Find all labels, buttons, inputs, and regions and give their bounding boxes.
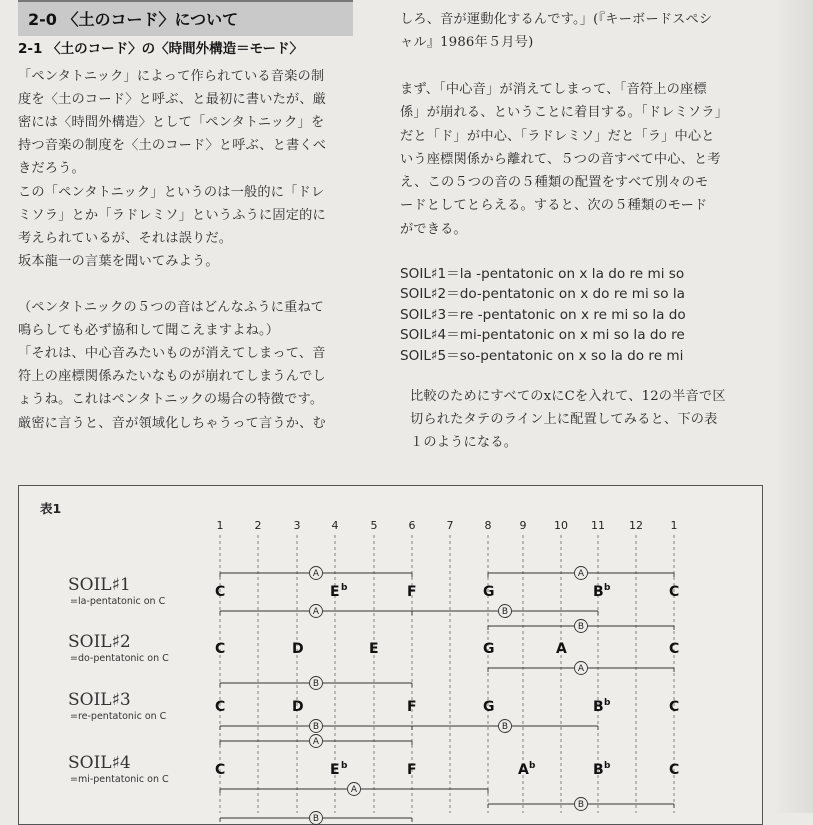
note-label: C: [215, 699, 226, 715]
row-subtitle: =mi-pentatonic on C: [70, 774, 169, 785]
soil-mode-line: SOIL♯5＝so-pentatonic on x so la do re mi: [400, 347, 684, 364]
column-number: 1: [216, 519, 224, 532]
soil-mode-line: SOIL♯1＝la -pentatonic on x la do re mi so: [400, 266, 685, 282]
column-number: 9: [519, 519, 527, 532]
row-subtitle: =re-pentatonic on C: [70, 711, 167, 722]
row-subtitle: =la-pentatonic on C: [70, 596, 166, 607]
body-text-line: 度を〈土のコード〉と呼ぶ、と最初に書いたが、厳: [18, 92, 327, 108]
body-text-line: 切られたタテのライン上に配置してみると、下の表: [410, 412, 718, 427]
column-number: 4: [331, 519, 339, 532]
table-title: 表1: [40, 501, 62, 516]
flat-sign: b: [341, 761, 348, 771]
body-text-line: 係」が崩れる、ということに着目する。「ドレミソラ」: [400, 105, 729, 121]
interval-label: B: [312, 679, 320, 690]
body-text-line: ミソラ」とか「ラドレミソ」というふうに固定的に: [18, 207, 326, 223]
note-label: C: [669, 762, 680, 778]
column-number: 11: [591, 519, 605, 532]
interval-label: A: [312, 737, 320, 748]
body-text-line: しろ、音が運動化するんです。」(『キーボードスペシ: [400, 12, 713, 27]
note-label: C: [669, 699, 680, 715]
body-text-line: ができる。: [400, 221, 467, 237]
body-text-line: ょうね。これはペンタトニックの場合の特徴です。: [18, 392, 324, 408]
note-label: B: [593, 584, 604, 600]
body-text-line: 持つ音楽の制度を〈土のコード〉と呼ぶ、と書くべ: [18, 138, 327, 154]
note-label: A: [556, 641, 567, 657]
row-name: SOIL♯2: [68, 632, 131, 652]
body-text-line: え、この５つの音の５種類の配置をすべて別々のモ: [400, 175, 709, 191]
note-label: C: [669, 641, 680, 657]
row-name: SOIL♯3: [68, 690, 131, 710]
subsection-title: 2-1 〈土のコード〉の〈時間外構造＝モード〉: [18, 41, 304, 57]
body-text-line: （ペンタトニックの５つの音はどんなふうに重ねて: [18, 300, 324, 315]
column-number: 3: [293, 519, 301, 532]
row-name: SOIL♯4: [68, 753, 131, 773]
note-label: A: [518, 762, 529, 778]
body-text-line: いう座標関係から離れて、５つの音すべて中心、と考: [400, 151, 721, 167]
note-label: B: [593, 699, 604, 715]
note-label: E: [330, 762, 340, 778]
column-number: 2: [254, 519, 262, 532]
soil-mode-line: SOIL♯4＝mi-pentatonic on x mi so la do re: [400, 327, 685, 344]
note-label: F: [407, 584, 417, 600]
interval-label: B: [577, 622, 585, 633]
interval-label: B: [501, 722, 509, 733]
interval-label: B: [312, 722, 320, 733]
soil-mode-line: SOIL♯2＝do-pentatonic on x do re mi so la: [400, 286, 685, 303]
column-number: 1: [670, 519, 678, 532]
flat-sign: b: [341, 583, 348, 593]
note-label: C: [215, 641, 226, 657]
body-text-line: きだろう。: [18, 161, 85, 177]
flat-sign: b: [604, 761, 611, 771]
interval-label: B: [577, 800, 585, 811]
interval-label: A: [312, 607, 320, 618]
soil-mode-line: SOIL♯3＝re -pentatonic on x re mi so la do: [400, 306, 686, 323]
column-number: 10: [554, 519, 568, 532]
note-label: F: [407, 762, 417, 778]
note-label: D: [292, 641, 304, 657]
body-text-line: 坂本龍一の言葉を聞いてみよう。: [18, 253, 219, 269]
body-text-line: 比較のためにすべてのxにCを入れて、12の半音で区: [410, 389, 726, 404]
column-number: 8: [484, 519, 492, 532]
row-subtitle: =do-pentatonic on C: [70, 653, 169, 664]
column-number: 5: [370, 519, 378, 532]
interval-label: A: [577, 664, 585, 675]
body-text-line: 「ペンタトニック」によって作られている音楽の制: [18, 69, 325, 84]
note-label: G: [483, 584, 495, 600]
interval-label: B: [312, 814, 320, 825]
body-text-line: 「それは、中心音みたいものが消えてしまって、音: [18, 346, 326, 362]
body-text-line: だと「ド」が中心、「ラドレミソ」だと「ラ」中心と: [400, 128, 715, 144]
note-label: C: [669, 584, 680, 600]
interval-label: A: [577, 569, 585, 580]
body-text-line: この「ペンタトニック」というのは一般的に「ドレ: [18, 184, 325, 200]
section-title: 2-0 〈土のコード〉について: [28, 10, 239, 29]
body-text-line: ャル』1986年５月号): [400, 35, 534, 51]
interval-label: A: [350, 785, 358, 796]
note-label: B: [593, 762, 604, 778]
row-name: SOIL♯1: [68, 575, 131, 595]
note-label: E: [330, 584, 340, 600]
body-text-line: 密には〈時間外構造〉として「ペンタトニック」を: [18, 115, 325, 131]
note-label: E: [369, 641, 379, 657]
note-label: F: [407, 699, 417, 715]
body-text-line: １のようになる。: [410, 435, 518, 450]
note-label: C: [215, 584, 226, 600]
note-label: G: [483, 699, 495, 715]
body-text-line: 鳴らしても必ず協和して聞こえますよね。）: [18, 323, 280, 339]
column-number: 7: [446, 519, 454, 532]
column-number: 12: [629, 519, 643, 532]
body-text-line: 厳密に言うと、音が領域化しちゃうって言うか、む: [18, 415, 326, 431]
note-label: G: [483, 641, 495, 657]
interval-label: B: [501, 607, 509, 618]
interval-label: A: [312, 569, 320, 580]
body-text-line: ードとしてとらえる。すると、次の５種類のモード: [400, 198, 708, 214]
flat-sign: b: [604, 583, 611, 593]
column-number: 6: [408, 519, 416, 532]
flat-sign: b: [604, 698, 611, 708]
flat-sign: b: [529, 761, 536, 771]
body-text-line: 考えられているが、それは誤りだ。: [18, 230, 233, 246]
note-label: D: [292, 699, 304, 715]
body-text-line: 符上の座標関係みたいなものが崩れてしまうんでし: [18, 369, 326, 385]
note-label: C: [215, 762, 226, 778]
body-text-line: まず、「中心音」が消えてしまって、「音符上の座標: [400, 81, 707, 97]
